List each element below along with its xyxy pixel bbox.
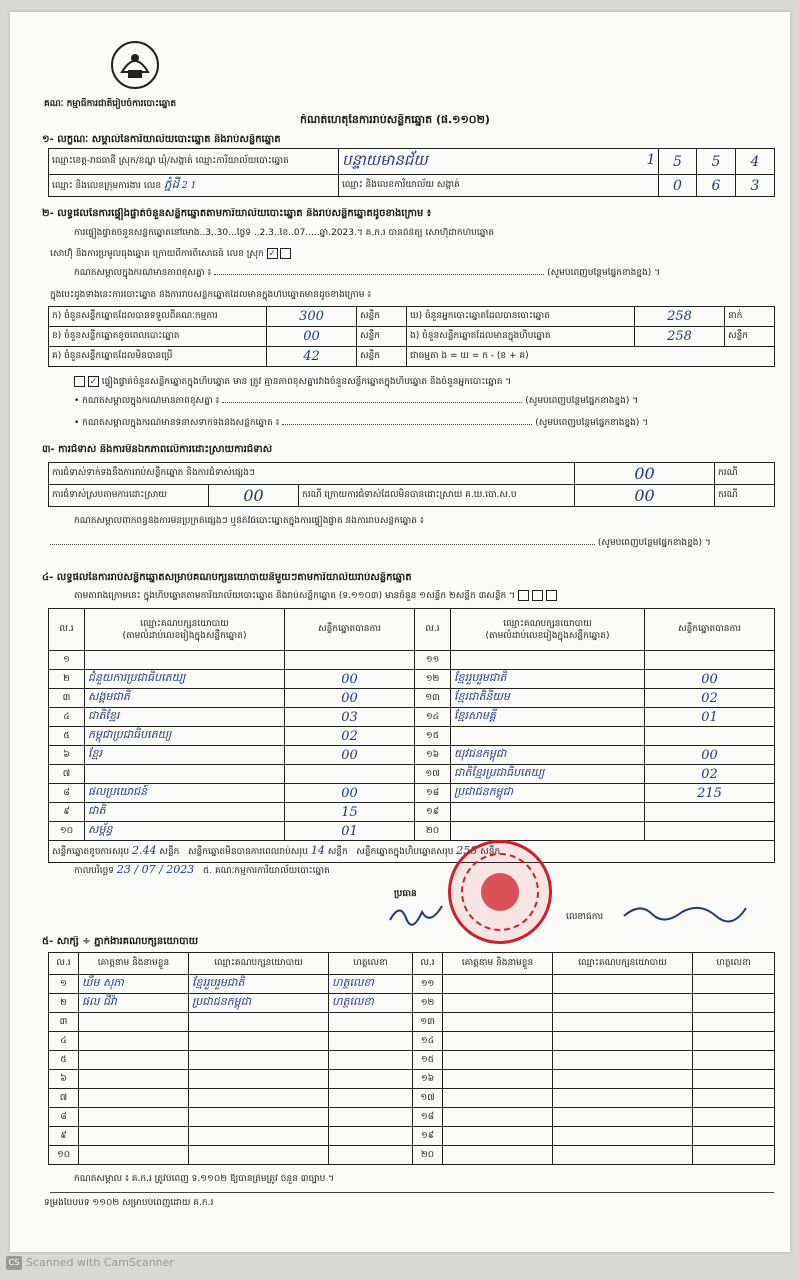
checkbox-has[interactable] bbox=[74, 376, 85, 387]
section2-title: ២- លទ្ធផលនៃការផ្ទៀងផ្ទាត់ចំនួនសន្លឹកឆ្នោតតាមការិយាល័យបោះឆ្នោត និងរាប់សន្លឹកឆ្នោតដូចខាងក្រោម ៖ bbox=[42, 208, 432, 219]
col-party-title: ឈ្មោះគណបក្សនយោបាយ bbox=[503, 618, 592, 629]
witness-party bbox=[189, 1089, 329, 1108]
row-number: ១៧ bbox=[413, 1089, 443, 1108]
w-col-name: គោត្តនាម និងនាមខ្លួន bbox=[443, 953, 553, 975]
s2-line4-text: ផ្ទៀងផ្ទាត់ចំនួនសន្លឹកឆ្នោតក្នុងហិបឆ្នោត មាន ត្រូវ គ្មានភាពខុសគ្នារវាងចំនួនសន្លឹកឆ្នោតក្នុងហិបឆ្នោត និងចំនួនអ្នកបោះឆ្នោត ។ bbox=[101, 377, 512, 387]
s3-row1-label: ការជំទាស់ទាក់ទងនឹងការរាប់សន្លឹកឆ្នោត និងការជំទាស់ផ្សេងៗ bbox=[49, 463, 575, 485]
row-number: ៤ bbox=[49, 1032, 79, 1051]
w-col-name: គោត្តនាម និងនាមខ្លួន bbox=[79, 953, 189, 975]
row-number: ១៧ bbox=[415, 765, 451, 784]
s2-row-right-label: ង) ចំនួនសន្លឹកឆ្នោតដែលមានក្នុងហិបឆ្នោត bbox=[407, 327, 635, 347]
secretary-signature-icon bbox=[620, 898, 750, 924]
row-number: ១៣ bbox=[415, 689, 451, 708]
witness-signature bbox=[693, 1013, 775, 1032]
party-votes: 02 bbox=[645, 765, 775, 784]
witness-name bbox=[79, 1089, 189, 1108]
party-votes: 00 bbox=[285, 746, 415, 765]
party-name: ប្រជាជនកម្ពុជា bbox=[451, 784, 645, 803]
witness-name bbox=[79, 1051, 189, 1070]
party-votes: 00 bbox=[645, 670, 775, 689]
table-row bbox=[49, 765, 775, 784]
witness-party bbox=[189, 1070, 329, 1089]
witness-name bbox=[79, 1146, 189, 1165]
witness-signature bbox=[693, 994, 775, 1013]
official-seal-icon bbox=[448, 840, 552, 944]
s2-bullet2-tail: (សូមបំពេញបន្ថែមផ្នែកខាងខ្នង) ។ bbox=[535, 418, 649, 428]
form-title: កំណត់ហេតុនៃការរាប់សន្លឹកឆ្នោត (ផ.១១០២) bbox=[300, 114, 490, 126]
box-label: សន្លឹកឆ្នោតក្នុងហិបឆ្នោតសរុប bbox=[356, 847, 454, 857]
emblem-icon bbox=[110, 40, 160, 90]
total-unit: សន្លឹក bbox=[159, 847, 180, 857]
witness-party bbox=[553, 994, 693, 1013]
s2-bullet2-text: • កំណត់សម្គាល់ក្នុងករណីមានទំនាស់ទាក់ទងនឹងសន្លឹកឆ្នោត ៖ bbox=[74, 418, 280, 428]
col-party-header bbox=[85, 609, 285, 651]
witness-signature bbox=[693, 975, 775, 994]
party-votes: 01 bbox=[645, 708, 775, 727]
table-row bbox=[49, 822, 775, 841]
party-name: យុវជនកម្ពុជា bbox=[451, 746, 645, 765]
col-no-header: ល.រ bbox=[415, 609, 451, 651]
w-col-sign: ហត្ថលេខា bbox=[693, 953, 775, 975]
s4-subline bbox=[74, 590, 774, 602]
s3-note: កំណត់សម្គាល់ពាក់ព័ន្ធនឹងការមិនប្រក្រតីផ្សេងៗ ឬនីតិវិធីបោះឆ្នោតក្នុងការផ្ទៀងផ្ទាត់ និងការរាប់សន្លឹកឆ្នោត ៖ bbox=[74, 516, 424, 526]
party-name: ខ្មែរជាតិនិយម bbox=[451, 689, 645, 708]
s1-row2-num: 1 bbox=[190, 181, 197, 191]
party-votes: 03 bbox=[285, 708, 415, 727]
s3-row2-value: 00 bbox=[209, 485, 299, 507]
checkbox-correct[interactable]: ✓ bbox=[268, 249, 276, 259]
s1-row1-value: បន្ទាយមានជ័យ bbox=[339, 149, 659, 175]
section4-title: ៤- លទ្ធផលនៃការរាប់សន្លឹកឆ្នោតសម្រាប់គណបក្សនយោបាយនីមួយៗតាមការិយាល័យរាប់សន្លឹកឆ្នោត bbox=[42, 572, 412, 583]
s2-line4 bbox=[74, 376, 774, 388]
s2-note1 bbox=[74, 268, 774, 279]
row-number: ៣ bbox=[49, 689, 85, 708]
party-name bbox=[451, 651, 645, 670]
s3-row2-unit2: ករណី bbox=[715, 485, 775, 507]
party-name: ជាតិខ្មែរប្រជាធិបតេយ្យ bbox=[451, 765, 645, 784]
valid-label: សន្លឹកឆ្នោតមិនបានការពេលរាប់សរុប bbox=[187, 847, 308, 857]
table-row bbox=[49, 1089, 775, 1108]
section3-table bbox=[48, 462, 775, 507]
witness-party bbox=[553, 1032, 693, 1051]
table-row bbox=[49, 1070, 775, 1089]
table-row bbox=[49, 727, 775, 746]
row-number: ១៨ bbox=[413, 1108, 443, 1127]
scanner-text: Scanned with CamScanner bbox=[26, 1256, 174, 1269]
witness-name bbox=[79, 1013, 189, 1032]
witness-signature bbox=[693, 1032, 775, 1051]
form-sheet bbox=[10, 12, 790, 1252]
s1-code-digit: 5 bbox=[659, 149, 697, 175]
s1-row2-label bbox=[49, 175, 339, 197]
date-value: 23 / 07 / 2023 bbox=[116, 864, 195, 876]
row-number: ១២ bbox=[413, 994, 443, 1013]
table-row bbox=[49, 1108, 775, 1127]
row-number: ៥ bbox=[49, 727, 85, 746]
witness-party bbox=[553, 1127, 693, 1146]
witness-party bbox=[553, 1070, 693, 1089]
table-row bbox=[49, 975, 775, 994]
party-name bbox=[451, 822, 645, 841]
party-name: សម្ព័ន្ធ bbox=[85, 822, 285, 841]
results-body bbox=[49, 651, 775, 841]
signer-line bbox=[566, 912, 603, 923]
table-row bbox=[49, 670, 775, 689]
party-votes: 15 bbox=[285, 803, 415, 822]
witness-party bbox=[189, 1051, 329, 1070]
table-row bbox=[49, 994, 775, 1013]
s1-row2-value: ភ្នំដី bbox=[163, 177, 180, 191]
box-value: 258 bbox=[456, 844, 478, 857]
s2-line2-text: សោហ៊ុំ និងការប្រមូលធុងឆ្នោត ក្រោយពីការពិសោធន៍ លេខ ស្រុក bbox=[50, 249, 264, 259]
s5-note: កំណត់សម្គាល់ ៖ គ.ក.រ ត្រូវបំពេញ ទ.១១០២ ឱ្យបានត្រឹមត្រូវ ចំនួន ៣ច្បាប់ ។ bbox=[74, 1174, 335, 1184]
witness-signature bbox=[329, 1108, 413, 1127]
s2-row-left-label: ខ) ចំនួនសន្លឹកឆ្នោតខូចពេលបោះឆ្នោត bbox=[49, 327, 267, 347]
witness-signature bbox=[329, 1051, 413, 1070]
witness-party bbox=[189, 1108, 329, 1127]
witness-table bbox=[48, 952, 775, 1165]
table-row bbox=[49, 651, 775, 670]
row-number: ៣ bbox=[49, 1013, 79, 1032]
witness-party bbox=[189, 1032, 329, 1051]
s2-row-left-label: ក) ចំនួនសន្លឹកឆ្នោតដែលបានទទួលពីគណៈកម្មការ bbox=[49, 307, 267, 327]
s2-line1: ការផ្ទៀងផ្ទាត់ចំនួនសន្លឹកឆ្នោតនៅម៉ោង..3..30...ថ្ងៃទី ..2.3..ខែ..07.....ឆ្នាំ.2023.។ គ.ក.រ បានពិនិត្យ សោហ៊ុំដាក់ហិបឆ្នោត bbox=[74, 228, 495, 238]
party-votes bbox=[285, 651, 415, 670]
s2-row-left-unit: សន្លឹក bbox=[357, 307, 407, 327]
witness-signature bbox=[329, 1127, 413, 1146]
witness-signature bbox=[693, 1051, 775, 1070]
party-name: កម្ពុជាប្រជាធិបតេយ្យ bbox=[85, 727, 285, 746]
chair-signature-icon bbox=[386, 900, 446, 930]
checkbox-one-sheet[interactable] bbox=[518, 590, 529, 601]
witness-party bbox=[553, 1146, 693, 1165]
party-name: សង្គមជាតិ bbox=[85, 689, 285, 708]
row-number: ៧ bbox=[49, 765, 85, 784]
witness-signature bbox=[329, 1013, 413, 1032]
witness-name bbox=[443, 1108, 553, 1127]
checkbox-incorrect[interactable] bbox=[280, 248, 291, 259]
col-votes-header: សន្លឹកឆ្នោតបានការ bbox=[285, 609, 415, 651]
row-number: ១ bbox=[49, 651, 85, 670]
row-number: ១៩ bbox=[413, 1127, 443, 1146]
w-col-party: ឈ្មោះគណបក្សនយោបាយ bbox=[189, 953, 329, 975]
table-row bbox=[49, 803, 775, 822]
row-number: ១០ bbox=[49, 1146, 79, 1165]
s2-line2 bbox=[50, 248, 770, 260]
party-name: ខ្មែររួបរួមជាតិ bbox=[451, 670, 645, 689]
table-row bbox=[49, 1032, 775, 1051]
witness-name bbox=[443, 975, 553, 994]
row-number: ១១ bbox=[413, 975, 443, 994]
party-votes bbox=[645, 651, 775, 670]
witness-party bbox=[189, 1146, 329, 1165]
table-row bbox=[49, 784, 775, 803]
witness-party: ខ្មែររួបរួមជាតិ bbox=[189, 975, 329, 994]
party-votes: 02 bbox=[285, 727, 415, 746]
row-number: ១៨ bbox=[415, 784, 451, 803]
table-row bbox=[49, 708, 775, 727]
witness-signature bbox=[693, 1070, 775, 1089]
s2-row-left-unit: សន្លឹក bbox=[357, 327, 407, 347]
checkbox-none[interactable]: ✓ bbox=[89, 377, 98, 387]
party-name bbox=[451, 803, 645, 822]
witness-name bbox=[443, 1032, 553, 1051]
witness-party bbox=[553, 1089, 693, 1108]
party-votes bbox=[645, 822, 775, 841]
witness-name: ឃឹម សុភា bbox=[79, 975, 189, 994]
s3-note-line bbox=[50, 538, 770, 549]
section5-title: ៥- សាក្សី ÷ ភ្នាក់ងារគណបក្សនយោបាយ bbox=[42, 936, 199, 947]
witness-signature bbox=[329, 1146, 413, 1165]
row-number: ១៤ bbox=[413, 1032, 443, 1051]
s3-row1-unit: ករណី bbox=[715, 463, 775, 485]
party-name bbox=[451, 727, 645, 746]
witness-name bbox=[443, 1013, 553, 1032]
party-votes: 215 bbox=[645, 784, 775, 803]
row-number: ១៥ bbox=[413, 1051, 443, 1070]
row-number: ១៣ bbox=[413, 1013, 443, 1032]
party-votes bbox=[645, 727, 775, 746]
witness-name bbox=[443, 1070, 553, 1089]
s2-formula: ជាធម្មតា ង = ឃ = ក - (ខ + គ) bbox=[407, 347, 775, 367]
table-row bbox=[49, 689, 775, 708]
row-number: ៧ bbox=[49, 1089, 79, 1108]
s1-code-digit: 3 bbox=[736, 175, 775, 197]
witness-body bbox=[49, 975, 775, 1165]
s2-row-left-value: 42 bbox=[267, 347, 357, 367]
s3-row2-value2: 00 bbox=[575, 485, 715, 507]
s2-bullet2 bbox=[74, 418, 774, 429]
row-number: ១១ bbox=[415, 651, 451, 670]
s2-note1-text: កំណត់សម្គាល់ក្នុងករណីមានភាពខុសគ្នា ៖ bbox=[74, 268, 212, 278]
party-votes bbox=[285, 765, 415, 784]
s3-note-tail: (សូមបំពេញបន្ថែមផ្នែកខាងខ្នង) ។ bbox=[597, 538, 711, 548]
witness-signature bbox=[693, 1127, 775, 1146]
s2-row-left-unit: សន្លឹក bbox=[357, 347, 407, 367]
party-votes: 02 bbox=[645, 689, 775, 708]
chair-label: ប្រធាន bbox=[394, 889, 417, 899]
scanner-watermark bbox=[6, 1256, 174, 1270]
party-votes: 01 bbox=[285, 822, 415, 841]
party-votes bbox=[645, 803, 775, 822]
table-row bbox=[49, 1013, 775, 1032]
valid-unit: សន្លឹក bbox=[327, 847, 348, 857]
row-number: ២ bbox=[49, 994, 79, 1013]
col-party-header bbox=[451, 609, 645, 651]
row-number: ៨ bbox=[49, 1108, 79, 1127]
s1-code-digit: 4 bbox=[736, 149, 775, 175]
party-name: ជំនួយការប្រជាធិបតេយ្យ bbox=[85, 670, 285, 689]
checkbox-three-sheets[interactable] bbox=[546, 590, 557, 601]
witness-name bbox=[443, 994, 553, 1013]
s2-bullet1 bbox=[74, 396, 774, 407]
committee-label: ៥. គណៈកម្មការការិយាល័យបោះឆ្នោត bbox=[202, 866, 330, 876]
s2-bullet1-tail: (សូមបំពេញបន្ថែមផ្នែកខាងខ្នង) ។ bbox=[525, 396, 639, 406]
table-row bbox=[49, 746, 775, 765]
witness-signature bbox=[693, 1108, 775, 1127]
witness-party bbox=[189, 1013, 329, 1032]
row-number: ២០ bbox=[415, 822, 451, 841]
witness-name bbox=[79, 1108, 189, 1127]
witness-party bbox=[189, 1127, 329, 1146]
row-number: ៦ bbox=[49, 1070, 79, 1089]
results-totals bbox=[49, 841, 775, 863]
s5-footnote: ទម្រង់បែបបទ ១១០២ សម្រាប់បំពេញដោយ គ.ក.រ bbox=[44, 1198, 214, 1208]
witness-name bbox=[79, 1070, 189, 1089]
party-votes: 00 bbox=[645, 746, 775, 765]
row-number: ៨ bbox=[49, 784, 85, 803]
party-name: ជាតិ bbox=[85, 803, 285, 822]
w-col-sign: ហត្ថលេខា bbox=[329, 953, 413, 975]
witness-signature bbox=[693, 1146, 775, 1165]
witness-signature bbox=[329, 1070, 413, 1089]
col-votes-header: សន្លឹកឆ្នោតបានការ bbox=[645, 609, 775, 651]
w-col-party: ឈ្មោះគណបក្សនយោបាយ bbox=[553, 953, 693, 975]
table-row bbox=[49, 1051, 775, 1070]
row-number: ១៩ bbox=[415, 803, 451, 822]
section1-title: ១- លក្ខណៈ សម្គាល់នៃការិយាល័យបោះឆ្នោត និងរាប់សន្លឹកឆ្នោត bbox=[42, 134, 281, 145]
party-name: ផលប្រយោជន៍ bbox=[85, 784, 285, 803]
section2-table bbox=[48, 306, 775, 367]
row-number: ១៤ bbox=[415, 708, 451, 727]
s2-note1-tail: (សូមបំពេញបន្ថែមផ្នែកខាងខ្នង) ។ bbox=[547, 268, 661, 278]
s1-code-digit: 1 bbox=[646, 152, 656, 168]
witness-signature bbox=[329, 1089, 413, 1108]
party-votes: 00 bbox=[285, 670, 415, 689]
row-number: ៦ bbox=[49, 746, 85, 765]
row-number: ១ bbox=[49, 975, 79, 994]
witness-signature bbox=[329, 1032, 413, 1051]
row-number: ៥ bbox=[49, 1051, 79, 1070]
party-name bbox=[85, 765, 285, 784]
s1-code-digit: 5 bbox=[697, 149, 736, 175]
row-number: ១២ bbox=[415, 670, 451, 689]
checkbox-two-sheets[interactable] bbox=[532, 590, 543, 601]
total-label: សន្លឹកឆ្នោតខូចការសរុប bbox=[52, 847, 130, 857]
witness-signature bbox=[693, 1089, 775, 1108]
s1-code-digit: 0 bbox=[659, 175, 697, 197]
witness-party bbox=[553, 1108, 693, 1127]
witness-signature: ហត្ថលេខា bbox=[329, 975, 413, 994]
witness-signature: ហត្ថលេខា bbox=[329, 994, 413, 1013]
s3-row1-value: 00 bbox=[575, 463, 715, 485]
witness-name bbox=[443, 1146, 553, 1165]
section3-title: ៣- ការជំទាស់ និងការមិនឯកភាពលើការដោះស្រាយការជំទាស់ bbox=[42, 444, 273, 455]
s2-bullet1-text: • កំណត់សម្គាល់ក្នុងករណីមានភាពខុសគ្នា ៖ bbox=[74, 396, 220, 406]
witness-name bbox=[443, 1089, 553, 1108]
col-party-sub: (តាមលំដាប់លេខរៀងក្នុងសន្លឹកឆ្នោត) bbox=[485, 630, 610, 641]
s1-row2-label2: ឈ្មោះ និងលេខការិយាល័យ សង្កាត់ bbox=[339, 175, 659, 197]
row-number: ៩ bbox=[49, 803, 85, 822]
row-number: ២០ bbox=[413, 1146, 443, 1165]
row-number: ៩ bbox=[49, 1127, 79, 1146]
col-no-header: ល.រ bbox=[49, 609, 85, 651]
s1-code-digit: 6 bbox=[697, 175, 736, 197]
witness-party bbox=[553, 1051, 693, 1070]
row-number: ១៥ bbox=[415, 727, 451, 746]
witness-name: ផល ជីវ៉ា bbox=[79, 994, 189, 1013]
party-name: ជាតិខ្មែរ bbox=[85, 708, 285, 727]
table-row bbox=[49, 1146, 775, 1165]
s3-row2-mid: ករណី ក្រោយការជំទាស់ដែលមិនបានដោះស្រាយ គ.ឃ.បោ.ស.ប bbox=[299, 485, 575, 507]
witness-name bbox=[79, 1032, 189, 1051]
witness-party bbox=[553, 975, 693, 994]
witness-party: ប្រជាជនកម្ពុជា bbox=[189, 994, 329, 1013]
w-col-no: ល.រ bbox=[49, 953, 79, 975]
total-value: 2.44 bbox=[132, 844, 157, 857]
s2-row-right-value: 258 bbox=[635, 327, 725, 347]
row-number: ១៦ bbox=[413, 1070, 443, 1089]
col-party-sub: (តាមលំដាប់លេខរៀងក្នុងសន្លឹកឆ្នោត) bbox=[122, 630, 247, 641]
witness-party bbox=[553, 1013, 693, 1032]
witness-name bbox=[79, 1127, 189, 1146]
s2-row-right-value: 258 bbox=[635, 307, 725, 327]
witness-name bbox=[443, 1127, 553, 1146]
s2-row-right-unit: នាក់ bbox=[725, 307, 775, 327]
org-line: គណៈ កម្មាធិការជាតិរៀបចំការបោះឆ្នោត bbox=[44, 99, 177, 109]
col-party-title: ឈ្មោះគណបក្សនយោបាយ bbox=[140, 618, 229, 629]
results-table bbox=[48, 608, 775, 863]
s2-row-left-value: 00 bbox=[267, 327, 357, 347]
row-number: ៤ bbox=[49, 708, 85, 727]
row-number: ២ bbox=[49, 670, 85, 689]
s1-row2-label-text: ឈ្មោះ និងលេខក្រុមការងារ លេខ bbox=[52, 181, 162, 191]
witness-name bbox=[443, 1051, 553, 1070]
s1-row1-label: ឈ្មោះខេត្ត-រាជធានី ស្រុក/ខណ្ឌ ឃុំ/សង្កាត់ ឈ្មោះការិយាល័យបោះឆ្នោត bbox=[49, 149, 339, 175]
party-votes: 00 bbox=[285, 784, 415, 803]
s4-subline-text: តាមតារាងក្រោមនេះ ក្នុងហិបឆ្នោតតាមការិយាល័យបោះឆ្នោត និងរាប់សន្លឹកឆ្នោត (ទ.១១០៣) មានចំនួន ១សន្លឹក ២សន្លឹក ៣សន្លឹក ។ bbox=[74, 591, 516, 601]
row-number: ១០ bbox=[49, 822, 85, 841]
row-number: ១៦ bbox=[415, 746, 451, 765]
s2-row-left-value: 300 bbox=[267, 307, 357, 327]
s3-row2-label: ការជំទាស់ស្របតាមការដោះស្រាយ bbox=[49, 485, 209, 507]
camscanner-logo-icon: CS bbox=[6, 1256, 22, 1270]
party-name: ខ្មែរសាមគ្គី bbox=[451, 708, 645, 727]
s1-row2-num: 2 bbox=[182, 181, 188, 191]
divider bbox=[50, 1192, 774, 1193]
date-label: កាលបរិច្ឆេទ bbox=[74, 866, 114, 876]
s2-row-left-label: គ) ចំនួនសន្លឹកឆ្នោតដែលមិនបានប្រើ bbox=[49, 347, 267, 367]
table-row bbox=[49, 1127, 775, 1146]
valid-value: 14 bbox=[310, 844, 325, 857]
w-col-no: ល.រ bbox=[413, 953, 443, 975]
s2-line3: ក្នុងបេះដូងទាំងនេះការបោះឆ្នោត និងការរាប់សន្លឹកឆ្នោតដែលមានក្នុងហិបឆ្នោតមានដូចខាងក្រោម ៖ bbox=[50, 290, 372, 300]
box-unit: សន្លឹក bbox=[480, 847, 501, 857]
party-name: ខ្មែរ bbox=[85, 746, 285, 765]
s2-row-right-unit: សន្លឹក bbox=[725, 327, 775, 347]
s2-row-right-label: ឃ) ចំនួនអ្នកបោះឆ្នោតដែលបានបោះឆ្នោត bbox=[407, 307, 635, 327]
party-name bbox=[85, 651, 285, 670]
signer-label: លេខាធិការ bbox=[566, 912, 604, 922]
party-votes: 00 bbox=[285, 689, 415, 708]
